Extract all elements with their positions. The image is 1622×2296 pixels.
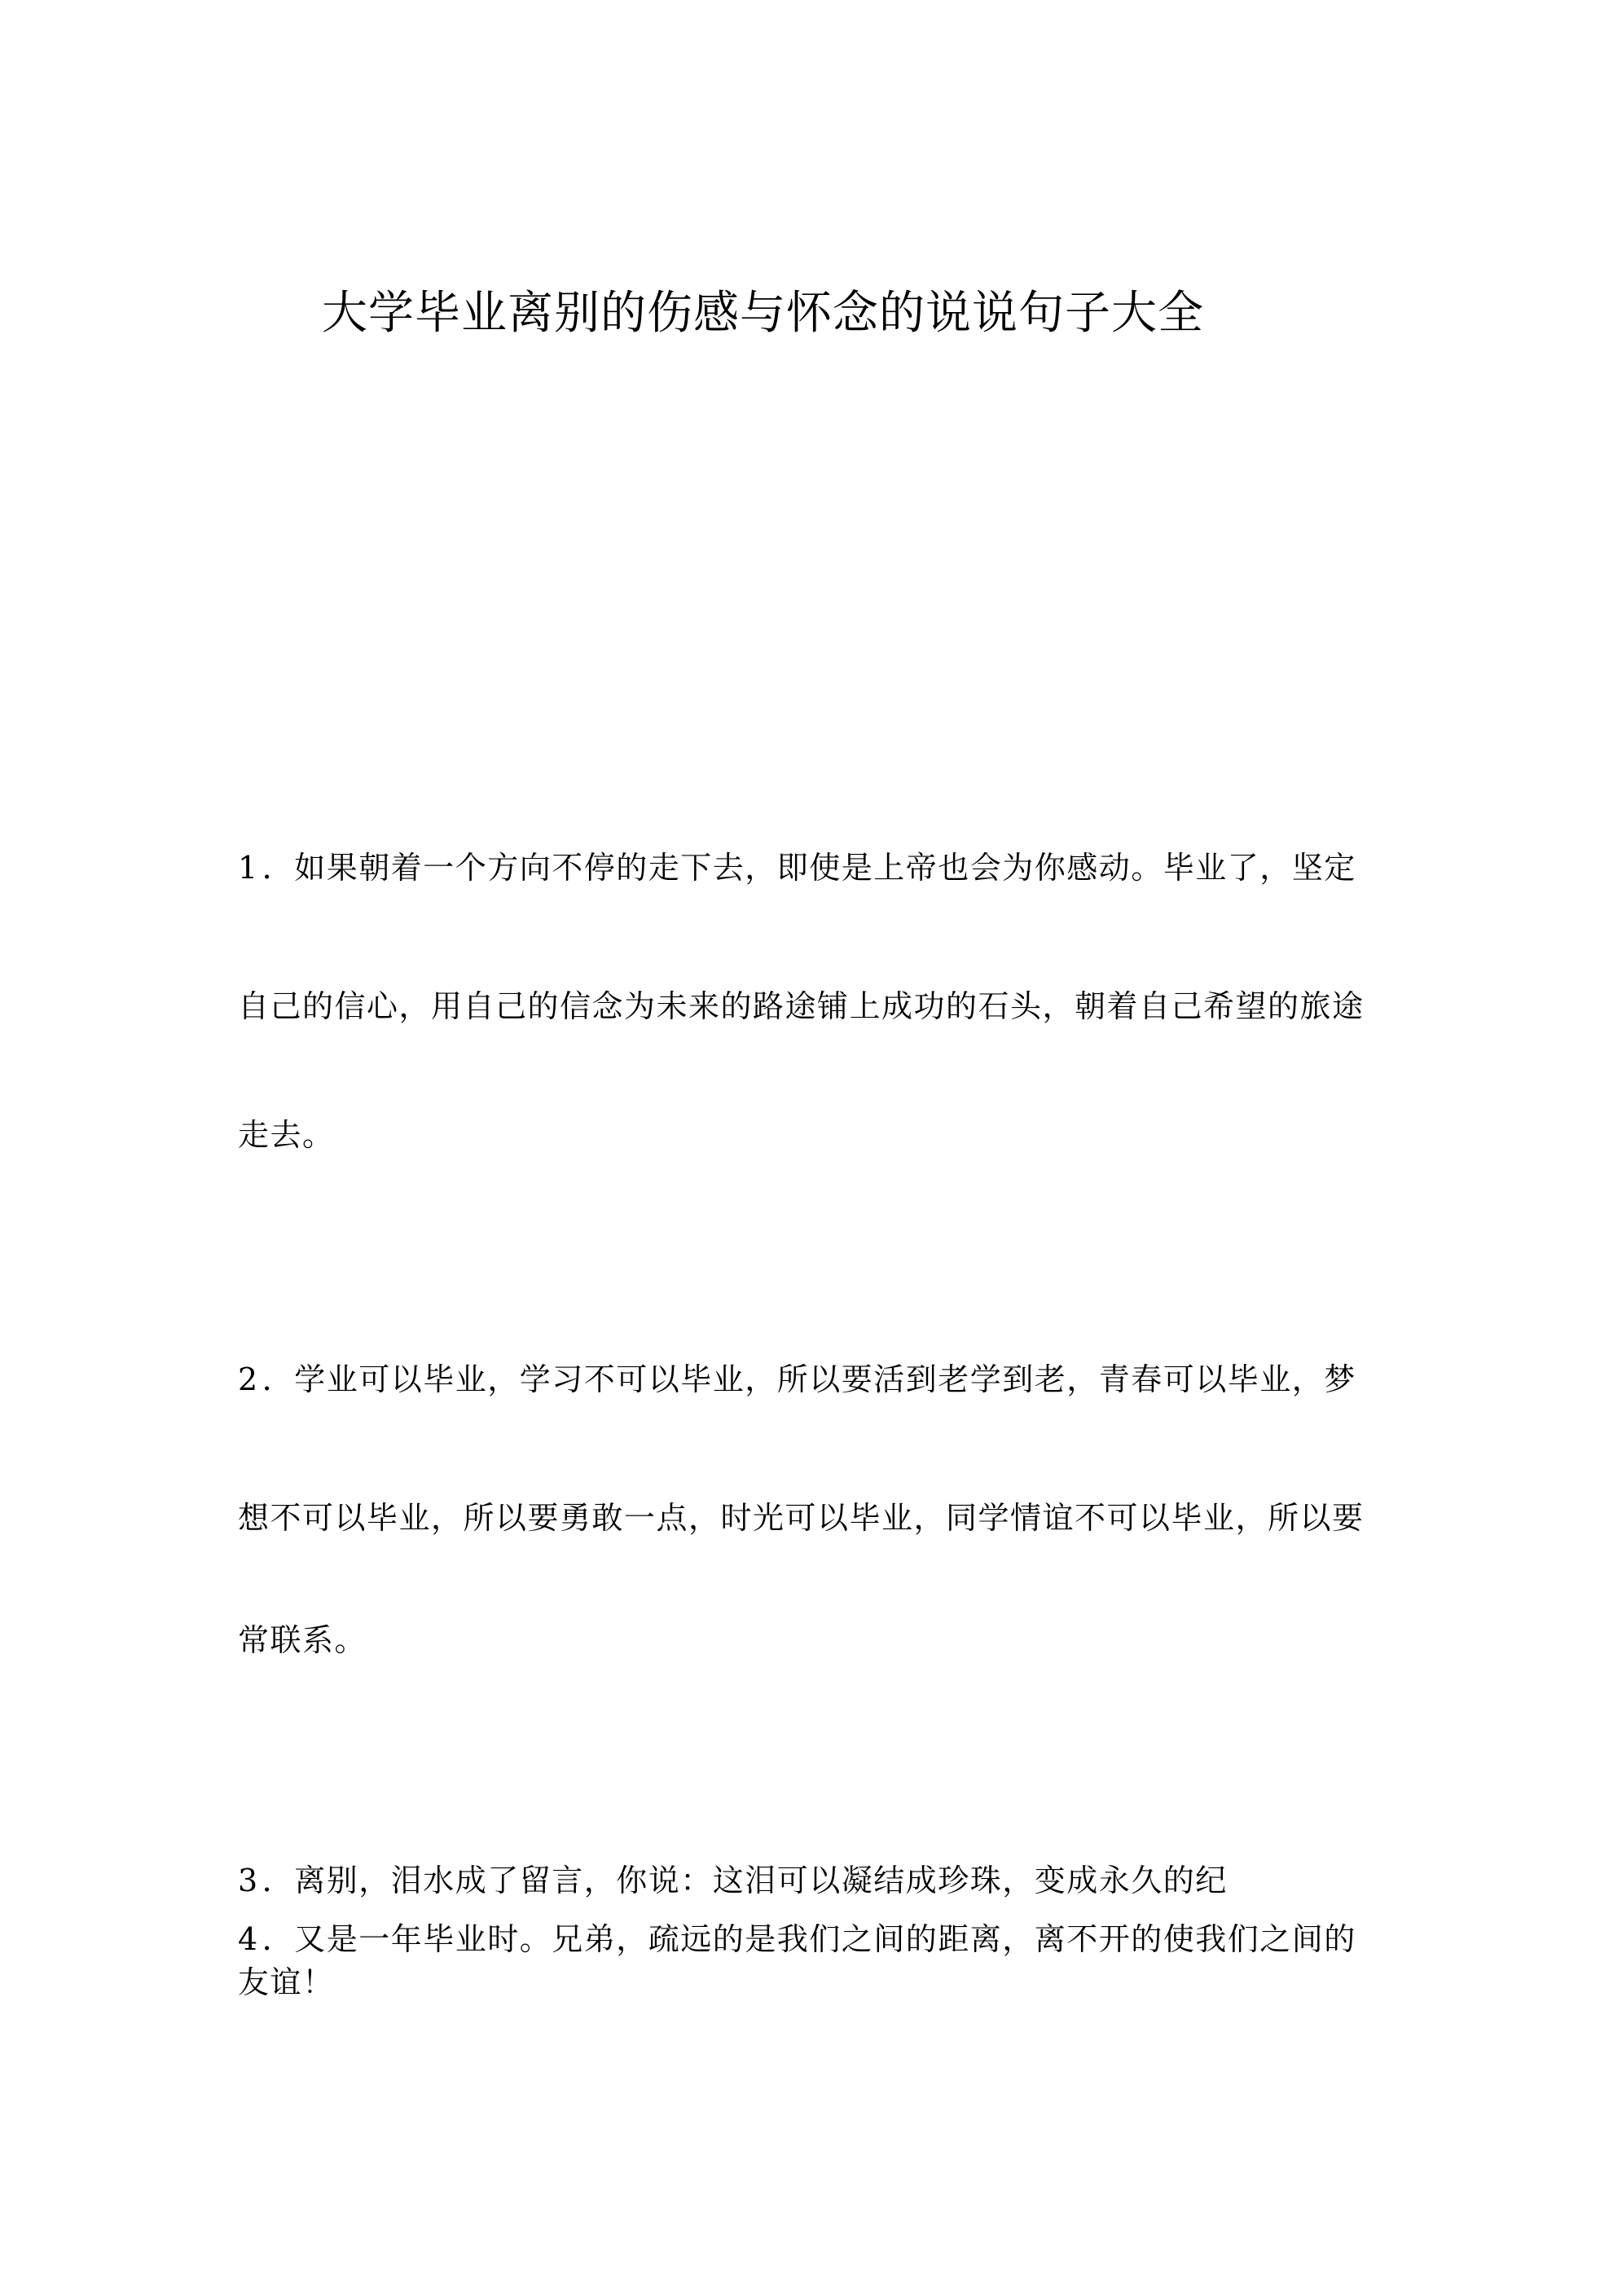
item-text: ．又是一年毕业时。兄弟，疏远的是我们之间的距离，离不开的使我们之间的: [262, 1921, 1356, 1957]
item-text: ．离别，泪水成了留言，你说：这泪可以凝结成珍珠，变成永久的纪: [262, 1863, 1228, 1898]
item-number: 2: [238, 1361, 259, 1397]
item-3-line-1: [238, 1860, 1228, 1901]
item-number: 4: [238, 1921, 259, 1957]
document-title: 大学毕业离别的伤感与怀念的说说句子大全: [322, 287, 1204, 340]
item-text: ．学业可以毕业，学习不可以毕业，所以要活到老学到老，青春可以毕业，梦: [262, 1361, 1356, 1397]
item-2-line-1: [238, 1359, 1356, 1400]
item-1-line-3: 走去。: [238, 1117, 335, 1153]
item-2-line-3: 常联系。: [238, 1622, 367, 1658]
item-4-line-2: 友谊！: [238, 1964, 335, 2000]
item-1-line-1: [238, 847, 1356, 888]
item-1-line-2: 自己的信心，用自己的信念为未来的路途铺上成功的石头，朝着自己希望的旅途: [238, 988, 1365, 1024]
item-number: 3: [238, 1863, 259, 1898]
item-number: 1: [238, 850, 259, 886]
item-4-line-1: [238, 1919, 1356, 1960]
item-2-line-2: 想不可以毕业，所以要勇敢一点，时光可以毕业，同学情谊不可以毕业，所以要: [238, 1500, 1365, 1536]
item-text: ．如果朝着一个方向不停的走下去，即使是上帝也会为你感动。毕业了，坚定: [262, 850, 1356, 886]
